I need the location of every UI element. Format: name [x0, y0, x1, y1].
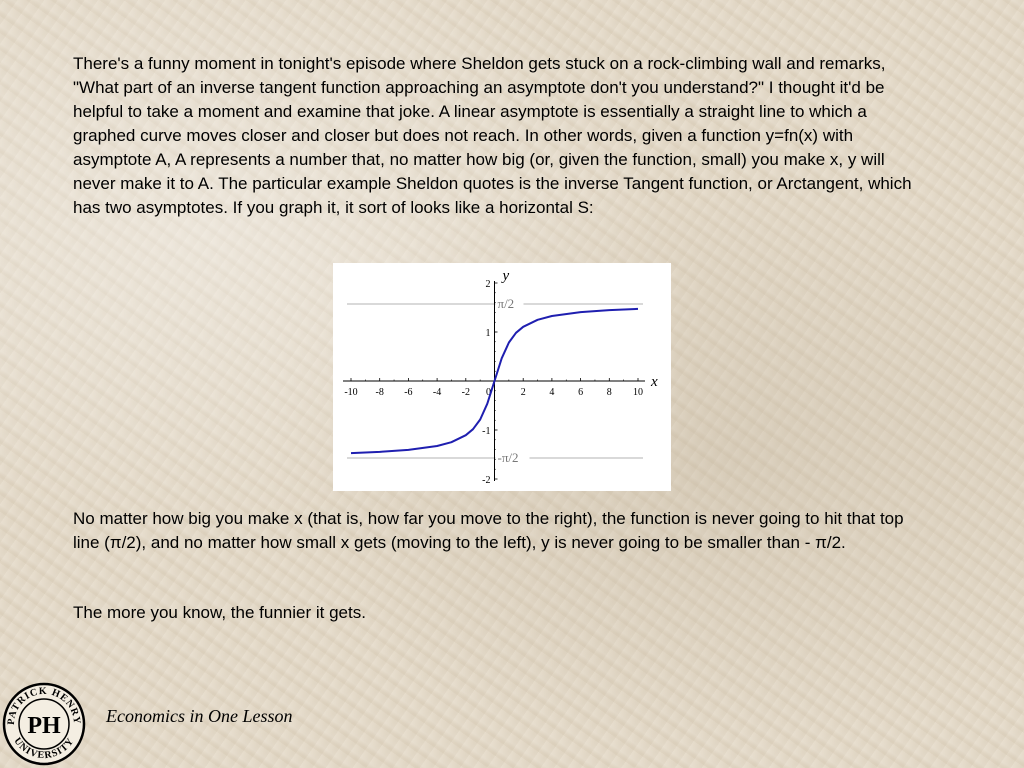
- y-tick-label-1: -1: [482, 426, 491, 437]
- x-axis-label: x: [651, 374, 658, 390]
- closing-paragraph: The more you know, the funnier it gets.: [73, 603, 366, 622]
- explanation-paragraph: No matter how big you make x (that is, how far you move to the right), the function is never going to hit that top line (π/2), and no matter how small x gets (moving to the left), y is never going to be smaller than - π/2.: [73, 509, 904, 552]
- arctan-graph: [333, 263, 671, 491]
- x-tick-label-4: -2: [461, 387, 470, 398]
- y-axis-label: y: [502, 268, 510, 284]
- svg-text:PH: PH: [27, 713, 61, 739]
- svg-text:PATRICK HENRY: PATRICK HENRY: [5, 685, 83, 726]
- x-tick-label-5: 0: [486, 387, 491, 398]
- x-tick-label-2: -6: [404, 387, 413, 398]
- x-tick-label-0: -10: [344, 387, 358, 398]
- university-seal-logo: [2, 682, 86, 766]
- asymptote-label-0: π/2: [497, 296, 515, 312]
- intro-paragraph: There's a funny moment in tonight's episode where Sheldon gets stuck on a rock-climbing wall and remarks, "What part of an inverse tangent function approaching an asymptote don't you understand?" I thought it'd be helpful to take a moment and examine that joke. A linear asymptote is essentially a straight line to which a graphed curve moves closer and closer but does not reach. In other words, given a function y=fn(x) with asymptote A, A represents a number that, no matter how big (or, given the function, small) you make x, y will never make it to A. The particular example Sheldon quotes is the inverse Tangent function, or Arctangent, which has two asymptotes. If you graph it, it sort of looks like a horizontal S:: [73, 54, 912, 217]
- x-tick-label-8: 6: [578, 387, 584, 398]
- y-tick-label-0: -2: [482, 475, 491, 486]
- x-tick-label-9: 8: [606, 387, 612, 398]
- asymptote-label-1: -π/2: [497, 449, 519, 465]
- course-title: Economics in One Lesson: [106, 706, 293, 726]
- y-tick-label-3: 2: [485, 279, 491, 290]
- x-tick-label-3: -4: [432, 387, 442, 398]
- x-tick-label-10: 10: [633, 387, 643, 398]
- arctan-chart: [333, 263, 671, 491]
- y-tick-label-2: 1: [485, 328, 491, 339]
- x-tick-label-1: -8: [375, 387, 384, 398]
- svg-text:UNIVERSITY: UNIVERSITY: [11, 735, 77, 762]
- x-tick-label-7: 4: [549, 387, 555, 398]
- x-tick-label-6: 2: [520, 387, 526, 398]
